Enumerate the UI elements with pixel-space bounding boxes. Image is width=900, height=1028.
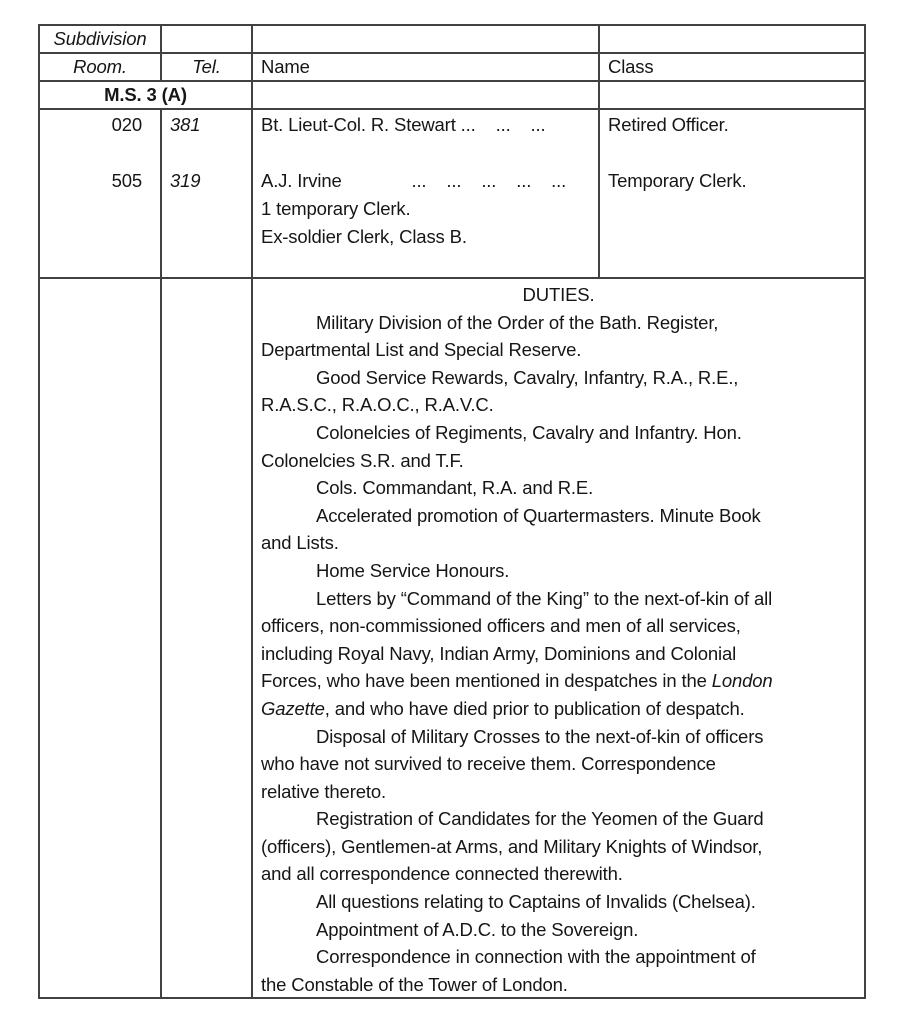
duties-line <box>261 833 856 861</box>
duties-text: and Lists. <box>261 532 339 554</box>
class-entry: Temporary Clerk. <box>608 170 747 191</box>
room-numbers-cell <box>40 110 162 279</box>
duties-text: relative thereto. <box>261 780 386 802</box>
duties-text: Appointment of A.D.C. to the Sovereign. <box>316 918 639 940</box>
section-label: M.S. 3 (A) <box>104 84 187 105</box>
duties-line <box>261 391 856 419</box>
duties-line <box>261 943 856 971</box>
name-entry-spacer <box>261 139 590 167</box>
empty-cell-r5c2 <box>162 279 253 997</box>
duties-line <box>261 971 856 997</box>
names-cell <box>253 110 600 279</box>
tel-numbers-cell <box>162 110 253 279</box>
duties-line <box>261 557 856 585</box>
duties-line <box>261 336 856 364</box>
name-header-label: Name <box>261 56 310 77</box>
duties-line <box>261 667 856 695</box>
duties-text: Home Service Honours. <box>316 559 510 581</box>
name-entry: A.J. Irvine ... ... ... ... ... <box>261 170 567 191</box>
tel-header-label: Tel. <box>192 56 221 77</box>
empty-cell-r1c3 <box>253 26 600 54</box>
class-entry-spacer <box>608 139 858 167</box>
empty-cell-r1c2 <box>162 26 253 54</box>
empty-cell-r3c4 <box>600 82 866 110</box>
duties-text: Registration of Candidates for the Yeomen of the Guard <box>316 808 764 830</box>
duties-text: Correspondence in connection with the appointment of <box>316 946 756 968</box>
duties-line <box>261 860 856 888</box>
empty-cell-r3c3 <box>253 82 600 110</box>
tel-number: 381 <box>170 114 201 135</box>
name-entry: Bt. Lieut-Col. R. Stewart ... ... ... <box>261 114 546 135</box>
duties-line <box>261 888 856 916</box>
duties-line <box>261 309 856 337</box>
room-number-spacer <box>40 139 160 167</box>
subdivision-header-cell <box>40 26 162 54</box>
duties-text: R.A.S.C., R.A.O.C., R.A.V.C. <box>261 394 494 416</box>
duties-line <box>261 502 856 530</box>
duties-text: Letters by “Command of the King” to the next-of-kin of all <box>316 587 773 609</box>
duties-text: Forces, who have been mentioned in despatches in the <box>261 670 712 692</box>
duties-text: Accelerated promotion of Quartermasters. Minute Book <box>316 504 761 526</box>
duties-cell <box>253 279 866 997</box>
duties-text: and all correspondence connected therewith. <box>261 863 623 885</box>
duties-text: Good Service Rewards, Cavalry, Infantry, R.A., R.E., <box>316 366 739 388</box>
duties-line <box>261 529 856 557</box>
class-header-label: Class <box>608 56 654 77</box>
empty-cell-r5c1 <box>40 279 162 997</box>
tel-header-cell <box>162 54 253 82</box>
duties-line <box>261 474 856 502</box>
duties-text: All questions relating to Captains of Invalids (Chelsea). <box>316 891 756 913</box>
tel-number: 319 <box>170 170 201 191</box>
duties-line <box>261 750 856 778</box>
duties-text: Colonelcies S.R. and T.F. <box>261 449 464 471</box>
room-header-cell <box>40 54 162 82</box>
room-header-label: Room. <box>73 56 127 77</box>
duties-text: DUTIES. <box>522 284 595 305</box>
duties-text: Military Division of the Order of the Bath. Register, <box>316 311 719 333</box>
duties-text: Colonelcies of Regiments, Cavalry and Infantry. Hon. <box>316 421 742 443</box>
duties-text: Cols. Commandant, R.A. and R.E. <box>316 477 594 499</box>
name-header-cell <box>253 54 600 82</box>
duties-line <box>261 640 856 668</box>
name-entry-note: 1 temporary Clerk. <box>261 198 411 219</box>
duties-line <box>261 695 856 723</box>
classes-cell <box>600 110 866 279</box>
duties-text: Disposal of Military Crosses to the next-of-kin of officers <box>316 725 764 747</box>
duties-text: the Constable of the Tower of London. <box>261 973 568 995</box>
duties-line <box>261 612 856 640</box>
subdivision-header-label: Subdivision <box>53 28 147 49</box>
duties-line <box>261 585 856 613</box>
duties-text-italic: Gazette <box>261 697 325 719</box>
duties-text-italic: London <box>711 670 773 692</box>
duties-text: Departmental List and Special Reserve. <box>261 339 582 361</box>
duties-line <box>261 447 856 475</box>
duties-line <box>261 778 856 806</box>
duties-line <box>261 916 856 944</box>
duties-line <box>261 723 856 751</box>
duties-text: who have not survived to receive them. Correspondence <box>261 753 716 775</box>
directory-table <box>38 24 866 999</box>
room-number: 505 <box>111 170 142 191</box>
name-entry-note: Ex-soldier Clerk, Class B. <box>261 226 467 247</box>
duties-line <box>261 364 856 392</box>
duties-line <box>261 419 856 447</box>
class-header-cell <box>600 54 866 82</box>
tel-number-spacer <box>162 139 251 167</box>
duties-text: officers, non-commissioned officers and men of all services, <box>261 615 741 637</box>
duties-line <box>261 805 856 833</box>
duties-text: including Royal Navy, Indian Army, Dominions and Colonial <box>261 642 737 664</box>
duties-text: (officers), Gentlemen-at Arms, and Military Knights of Windsor, <box>261 835 763 857</box>
class-entry: Retired Officer. <box>608 114 729 135</box>
empty-cell-r1c4 <box>600 26 866 54</box>
duties-heading <box>261 281 856 309</box>
room-number: 020 <box>111 114 142 135</box>
duties-text: , and who have died prior to publication of despatch. <box>324 697 745 719</box>
section-cell <box>40 82 253 110</box>
